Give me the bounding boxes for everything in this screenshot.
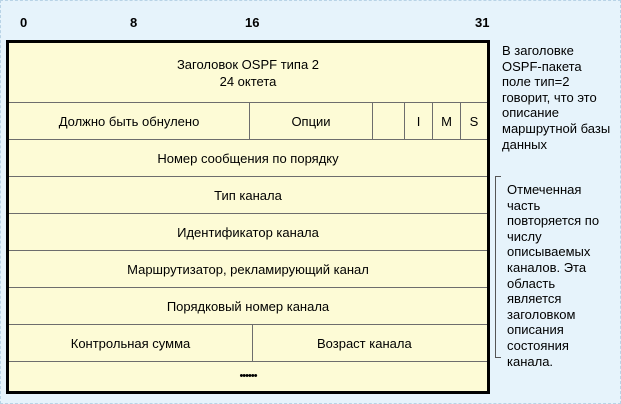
- zeroed-label: Должно быть обнулено: [58, 113, 200, 129]
- ospf-header-size: 24 октета: [219, 73, 277, 89]
- row-options: [9, 103, 487, 140]
- link-age-label: Возраст канала: [317, 335, 412, 351]
- bit-label-8: 8: [130, 15, 138, 30]
- flag-i-field: [405, 103, 433, 139]
- sequence-number-label: Номер сообщения по порядку: [157, 150, 339, 166]
- options-label: Опции: [291, 113, 331, 129]
- link-sequence-field: [9, 288, 487, 324]
- flag-i-label: I: [416, 113, 421, 129]
- link-id-field: [9, 214, 487, 250]
- row-link-id: [9, 214, 487, 251]
- packet-structure: [6, 40, 490, 394]
- row-continuation: [9, 362, 487, 391]
- note-ospf-header: В заголовке OSPF-пакета поле тип=2 говорит, что это описание маршрутной базы данных: [502, 43, 611, 152]
- link-sequence-label: Порядковый номер канала: [166, 298, 330, 314]
- link-id-label: Идентификатор канала: [177, 224, 319, 240]
- row-checksum-age: [9, 325, 487, 362]
- bit-label-16: 16: [245, 15, 260, 30]
- row-link-type: [9, 177, 487, 214]
- zeroed-field: [9, 103, 250, 139]
- link-type-label: Тип канала: [214, 187, 282, 203]
- row-sequence-number: [9, 140, 487, 177]
- row-link-sequence: [9, 288, 487, 325]
- bit-label-0: 0: [20, 15, 28, 30]
- note-repeated-section: Отмеченная часть повторяется по числу описываемых каналов. Эта область является заголовком описания состояния канала.: [507, 182, 600, 369]
- ospf-header-cell: [9, 43, 487, 102]
- link-age-field: [253, 325, 487, 361]
- ospf-header-title: Заголовок OSPF типа 2: [176, 56, 320, 72]
- advertising-router-field: [9, 251, 487, 287]
- row-ospf-header: [9, 43, 487, 103]
- empty-flag-field: [373, 103, 405, 139]
- checksum-label: Контрольная сумма: [70, 335, 191, 351]
- sequence-number-field: [9, 140, 487, 176]
- link-type-field: [9, 177, 487, 213]
- repeated-section-bracket: [495, 176, 501, 358]
- continuation-ellipsis: [9, 362, 487, 391]
- ellipsis-dots: ••••••: [239, 370, 257, 382]
- options-field: [250, 103, 373, 139]
- checksum-field: [9, 325, 253, 361]
- bit-label-31: 31: [475, 15, 490, 30]
- row-advertising-router: [9, 251, 487, 288]
- advertising-router-label: Маршрутизатор, рекламирующий канал: [127, 261, 369, 277]
- flag-m-label: M: [441, 113, 452, 129]
- flag-m-field: [433, 103, 461, 139]
- flag-s-field: [461, 103, 487, 139]
- flag-s-label: S: [469, 113, 479, 129]
